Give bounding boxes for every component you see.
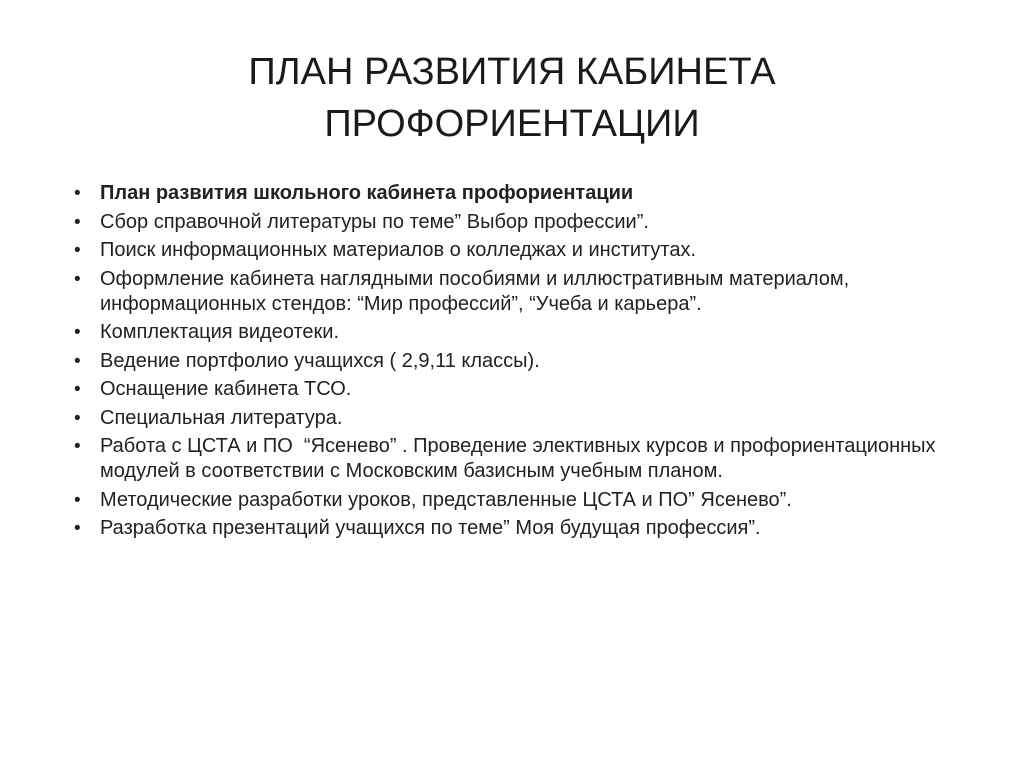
list-item xyxy=(74,267,964,317)
list-item-text: Разработка презентаций учащихся по теме” Моя будущая профессия”. xyxy=(100,517,761,539)
list-item xyxy=(74,349,964,374)
bullet-icon: • xyxy=(74,407,81,429)
bullet-icon: • xyxy=(74,240,81,261)
list-item xyxy=(74,406,964,431)
bullet-icon: • xyxy=(74,268,81,290)
list-item xyxy=(74,181,964,206)
bullet-icon: • xyxy=(74,350,81,372)
bullet-icon: • xyxy=(74,183,81,204)
slide-title-line-1: ПЛАН РАЗВИТИЯ КАБИНЕТА xyxy=(248,51,776,93)
list-item xyxy=(74,320,964,345)
list-item-text: Сбор справочной литературы по теме” Выбор профессии”. xyxy=(100,210,649,233)
list-item-text: Оформление кабинета наглядными пособиями и иллюстративным материалом, информационных стендов: “Мир профессий”, “Учеба и карьера”. xyxy=(100,267,855,315)
list-item-text: Комплектация видеотеки. xyxy=(100,321,340,343)
slide-title-line-2: ПРОФОРИЕНТАЦИИ xyxy=(324,103,700,145)
bullet-icon: • xyxy=(74,518,81,539)
bullet-icon: • xyxy=(74,379,81,400)
bullet-icon: • xyxy=(74,322,81,343)
bullet-icon: • xyxy=(74,211,81,233)
list-item-text: Методические разработки уроков, представленные ЦСТА и ПО” Ясенево”. xyxy=(100,488,792,511)
bullet-icon: • xyxy=(74,436,81,457)
list-item-text: План развития школьного кабинета профориентации xyxy=(100,182,634,204)
list-item xyxy=(74,377,964,402)
bullet-list xyxy=(74,181,964,545)
slide-title xyxy=(180,46,844,150)
list-item-text: Оснащение кабинета ТСО. xyxy=(100,378,352,400)
list-item-text: Ведение портфолио учащихся ( 2,9,11 классы). xyxy=(100,349,540,372)
list-item-text: Работа с ЦСТА и ПО “Ясенево” . Проведение элективных курсов и профориентационных модулей в соответствии с Московским базисным учебным планом. xyxy=(100,435,947,482)
list-item xyxy=(74,488,964,513)
list-item-text: Специальная литература. xyxy=(100,406,343,429)
list-item xyxy=(74,434,964,484)
list-item xyxy=(74,516,964,541)
list-item-text: Поиск информационных материалов о колледжах и институтах. xyxy=(100,239,697,261)
bullet-icon: • xyxy=(74,489,81,511)
list-item xyxy=(74,238,964,263)
list-item xyxy=(74,210,964,235)
